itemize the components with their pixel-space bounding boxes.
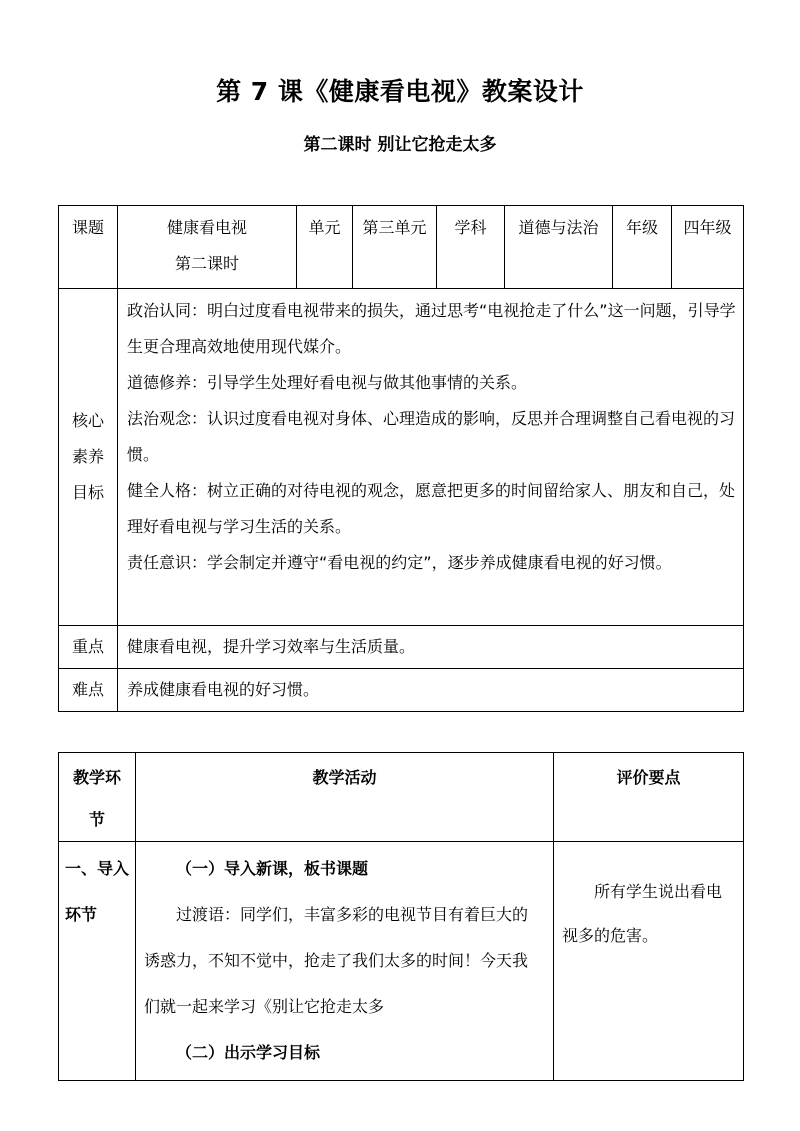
eval-text: 所有学生说出看电视多的危害。 xyxy=(562,882,723,945)
stage-intro xyxy=(59,842,136,1081)
header-stage xyxy=(59,753,136,842)
header-eval: 评价要点 xyxy=(554,753,744,842)
subject-value: 道德与法治 xyxy=(505,206,613,289)
core-label-line3: 目标 xyxy=(71,483,104,502)
topic-value xyxy=(118,206,297,289)
difficulty-label: 难点 xyxy=(59,669,118,712)
topic-value-line1: 健康看电视 xyxy=(166,218,247,237)
lesson-info-table xyxy=(58,205,744,712)
key-point-value: 健康看电视，提升学习效率与生活质量。 xyxy=(118,626,744,669)
unit-value: 第三单元 xyxy=(353,206,437,289)
stage-line1: 一、导入 xyxy=(65,859,130,878)
goal-responsibility: 责任意识：学会制定并遵守“看电视的约定”，逐步养成健康看电视的好习惯。 xyxy=(127,553,672,572)
section1-title: （一）导入新课，板书课题 xyxy=(176,859,369,878)
activity-content xyxy=(136,842,554,1081)
teaching-activity-table xyxy=(58,752,744,1081)
difficulty-value: 养成健康看电视的好习惯。 xyxy=(118,669,744,712)
subject-label: 学科 xyxy=(437,206,505,289)
header-stage-line2: 节 xyxy=(88,810,105,829)
document-title: 第 7 课《健康看电视》教案设计 xyxy=(216,77,584,106)
core-label-line2: 素养 xyxy=(71,447,104,466)
grade-label: 年级 xyxy=(613,206,672,289)
topic-label: 课题 xyxy=(59,206,118,289)
document-subtitle: 第二课时 别让它抢走太多 xyxy=(303,135,497,155)
section2-title: （二）出示学习目标 xyxy=(176,1043,321,1062)
core-goals-text xyxy=(118,289,744,626)
section1-text: 过渡语：同学们，丰富多彩的电视节目有着巨大的诱惑力，不知不觉中，抢走了我们太多的时间！今天我们就一起来学习《别让它抢走太多 xyxy=(144,905,529,1016)
stage-line2: 环节 xyxy=(65,905,98,924)
goal-sound-personality: 健全人格：树立正确的对待电视的观念，愿意把更多的时间留给家人、朋友和自己，处理好看电视与学习生活的关系。 xyxy=(127,481,736,536)
goal-moral-cultivation: 道德修养：引导学生处理好看电视与做其他事情的关系。 xyxy=(127,373,528,392)
core-label-line1: 核心 xyxy=(71,411,104,430)
header-stage-line1: 教学环 xyxy=(72,768,121,787)
key-point-label: 重点 xyxy=(59,626,118,669)
goal-rule-of-law: 法治观念：认识过度看电视对身体、心理造成的影响，反思并合理调整自己看电视的习惯。 xyxy=(127,409,736,464)
header-activity: 教学活动 xyxy=(136,753,554,842)
topic-value-line2: 第二课时 xyxy=(174,254,239,273)
goal-political-identity: 政治认同：明白过度看电视带来的损失，通过思考“电视抢走了什么”这一问题，引导学生更合理高效地使用现代媒介。 xyxy=(127,301,736,356)
grade-value: 四年级 xyxy=(672,206,744,289)
unit-label: 单元 xyxy=(297,206,353,289)
eval-content xyxy=(554,842,744,1081)
core-goals-label xyxy=(59,289,118,626)
